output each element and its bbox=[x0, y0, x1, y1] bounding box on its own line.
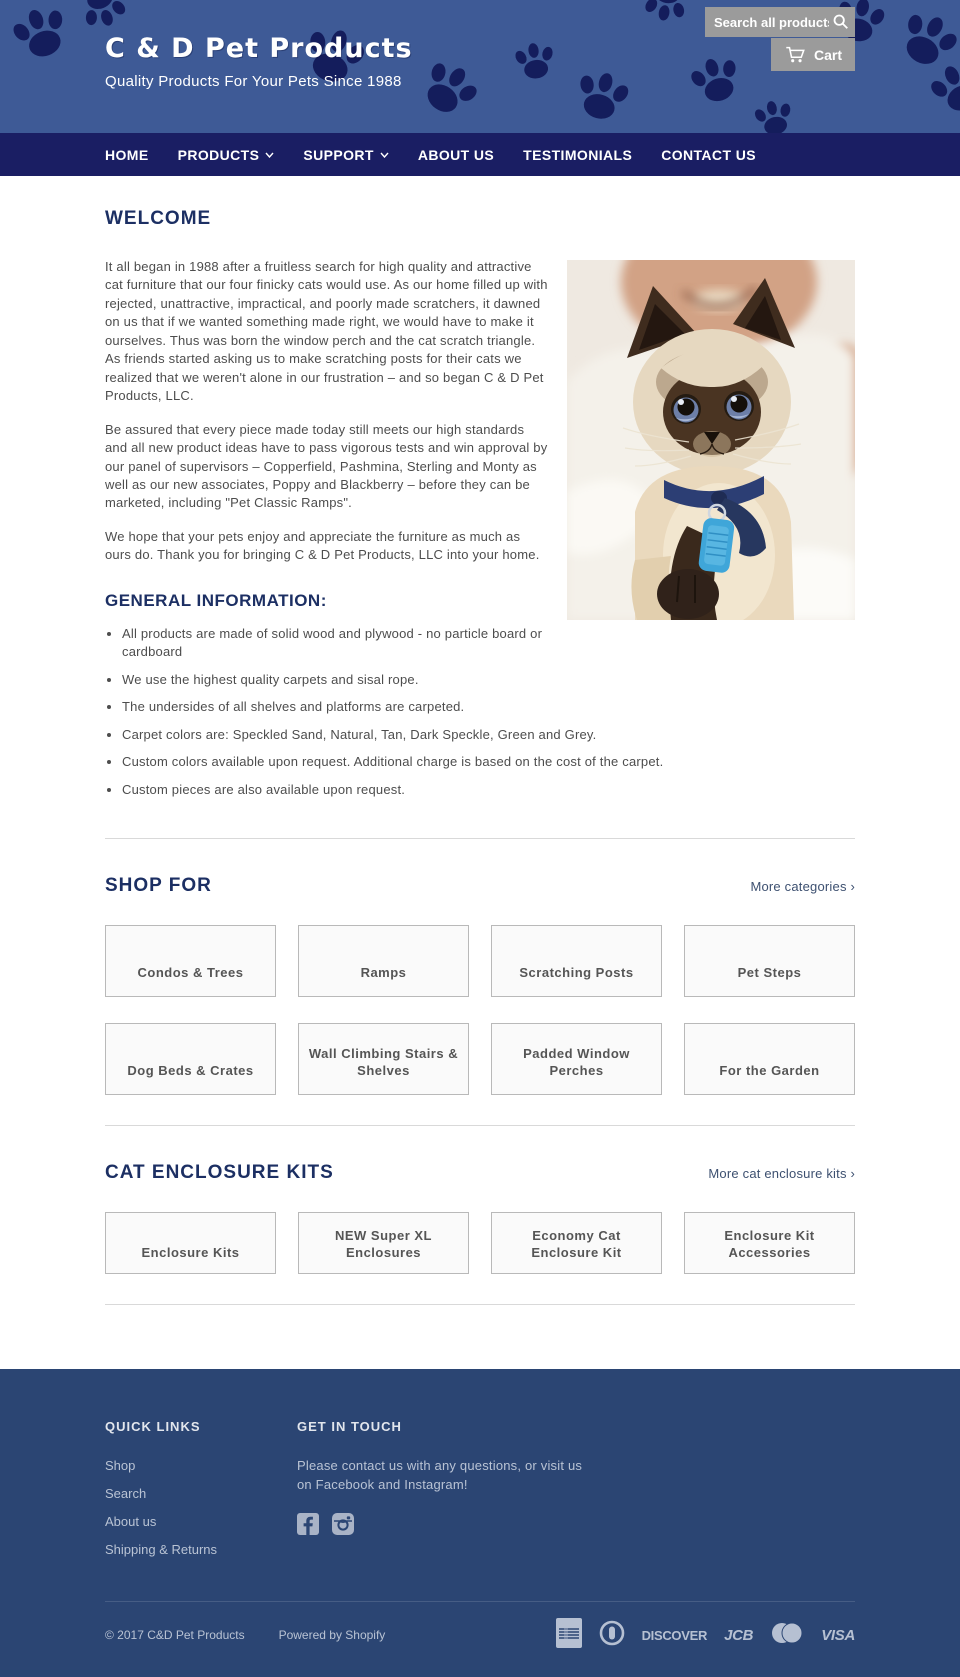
paw-print-icon bbox=[638, 0, 694, 30]
category-card-ramps[interactable]: Ramps bbox=[298, 925, 469, 997]
info-bullet: • All products are made of solid wood and plywood - no particle board or cardboard bbox=[122, 625, 855, 662]
nav-item-home[interactable] bbox=[105, 147, 149, 163]
category-card-super-xl-enclosures[interactable]: NEW Super XL Enclosures bbox=[298, 1212, 469, 1274]
paw-print-icon bbox=[406, 46, 492, 132]
category-card-for-the-garden[interactable]: For the Garden bbox=[684, 1023, 855, 1095]
paw-print-icon bbox=[1, 0, 80, 73]
site-logo[interactable] bbox=[105, 34, 413, 90]
site-footer bbox=[0, 1369, 960, 1677]
category-card-dog-beds-crates[interactable]: Dog Beds & Crates bbox=[105, 1023, 276, 1095]
general-info-list bbox=[105, 625, 855, 799]
footer-link-shipping-returns[interactable]: Shipping & Returns bbox=[105, 1542, 218, 1558]
category-card-window-perches[interactable]: Padded Window Perches bbox=[491, 1023, 662, 1095]
shop-for-title: SHOP FOR bbox=[105, 874, 212, 896]
general-info-title: GENERAL INFORMATION: bbox=[105, 590, 327, 610]
section-divider bbox=[105, 1125, 855, 1126]
quick-links-title: QUICK LINKS bbox=[105, 1418, 201, 1434]
jcb-icon: JCB bbox=[724, 1626, 754, 1644]
diners-club-icon bbox=[599, 1620, 625, 1651]
chevron-down-icon bbox=[380, 152, 389, 158]
nav-label: CONTACT US bbox=[661, 146, 756, 163]
nav-item-support[interactable] bbox=[303, 147, 388, 163]
nav-item-about-us[interactable] bbox=[418, 147, 494, 163]
get-in-touch-text: Please contact us with any questions, or visit us on Facebook and Instagram! bbox=[297, 1457, 583, 1493]
welcome-paragraph: It all began in 1988 after a fruitless search for high quality and attractive cat furniture that our four finicky cats would use. As our home filled up with rejected, unattractive, impractical, and poorly made scratchers, it dawned on us that if we wanted something made right, we would have to make it ourselves. Thus was born the window perch and the cat scratch triangle. As friends started asking us to make scratching posts for their cats we realized that we weren't alone in our frustration – and so began C & D Pet Products, LLC. bbox=[105, 259, 548, 404]
cart-label: Cart bbox=[813, 46, 842, 63]
cart-icon bbox=[784, 45, 806, 64]
page-title: WELCOME bbox=[105, 208, 212, 229]
category-card-enclosure-kits[interactable]: Enclosure Kits bbox=[105, 1212, 276, 1274]
category-card-enclosure-accessories[interactable]: Enclosure Kit Accessories bbox=[684, 1212, 855, 1274]
search-box bbox=[705, 7, 855, 37]
category-card-scratching-posts[interactable]: Scratching Posts bbox=[491, 925, 662, 997]
welcome-paragraph: We hope that your pets enjoy and appreciate the furniture as much as ours do. Thank you for bringing C & D Pet Products, LLC into your home. bbox=[105, 528, 540, 563]
paw-print-icon bbox=[509, 35, 561, 87]
footer-quick-links bbox=[105, 1419, 297, 1569]
search-icon[interactable] bbox=[832, 13, 850, 31]
payment-icons bbox=[556, 1618, 855, 1653]
nav-item-products[interactable] bbox=[178, 147, 275, 163]
section-divider bbox=[105, 1304, 855, 1305]
footer-link-search[interactable]: Search bbox=[105, 1486, 147, 1502]
nav-label: HOME bbox=[105, 146, 149, 163]
amex-icon bbox=[556, 1618, 582, 1653]
nav-label: SUPPORT bbox=[303, 146, 374, 163]
main-navigation bbox=[0, 133, 960, 176]
nav-label: ABOUT US bbox=[417, 146, 495, 163]
main-content bbox=[105, 176, 855, 1369]
info-bullet: • Custom pieces are also available upon request. bbox=[122, 781, 855, 799]
footer-link-shop[interactable]: Shop bbox=[105, 1457, 136, 1473]
chevron-down-icon bbox=[265, 152, 274, 158]
nav-item-testimonials[interactable] bbox=[523, 147, 632, 163]
discover-icon: DISCOVER bbox=[641, 1627, 708, 1643]
site-title: C & D Pet Products bbox=[105, 33, 413, 64]
section-divider bbox=[105, 838, 855, 839]
nav-item-contact-us[interactable] bbox=[661, 147, 756, 163]
cart-button[interactable] bbox=[771, 38, 855, 71]
info-bullet: • Carpet colors are: Speckled Sand, Natural, Tan, Dark Speckle, Green and Grey. bbox=[122, 726, 855, 744]
enclosure-kits-title: CAT ENCLOSURE KITS bbox=[105, 1161, 334, 1183]
footer-get-in-touch bbox=[297, 1419, 597, 1569]
site-header bbox=[0, 0, 960, 133]
hero-image bbox=[567, 260, 855, 620]
category-card-pet-steps[interactable]: Pet Steps bbox=[684, 925, 855, 997]
welcome-paragraph: Be assured that every piece made today still meets our high standards and all new product ideas have to pass vigorous tests and win approval by our panel of supervisors – Copperfield, Pashmina, Sterling and Monty as well as our new associates, Poppy and Blackberry – before they can be marketed, including "Pet Classic Ramps". bbox=[105, 421, 548, 511]
info-bullet: • Custom colors available upon request. Additional charge is based on the cost of the carpet. bbox=[122, 753, 855, 771]
instagram-icon[interactable] bbox=[332, 1513, 354, 1540]
more-enclosure-kits-link[interactable]: More cat enclosure kits › bbox=[708, 1165, 855, 1181]
shop-for-section bbox=[105, 875, 855, 1095]
info-bullet: • We use the highest quality carpets and sisal rope. bbox=[122, 671, 855, 689]
paw-print-icon bbox=[748, 92, 800, 133]
welcome-section bbox=[105, 208, 855, 808]
info-bullet: • The undersides of all shelves and platforms are carpeted. bbox=[122, 698, 855, 716]
visa-icon: VISA bbox=[821, 1626, 855, 1644]
cat-enclosure-kits-section bbox=[105, 1162, 855, 1274]
category-card-wall-climbing[interactable]: Wall Climbing Stairs & Shelves bbox=[298, 1023, 469, 1095]
powered-by-link[interactable]: Powered by Shopify bbox=[278, 1628, 386, 1643]
site-tagline: Quality Products For Your Pets Since 1988 bbox=[105, 72, 402, 90]
category-card-condos-trees[interactable]: Condos & Trees bbox=[105, 925, 276, 997]
more-categories-link[interactable]: More categories › bbox=[750, 878, 855, 894]
paw-print-icon bbox=[565, 59, 638, 132]
nav-label: PRODUCTS bbox=[177, 146, 260, 163]
category-card-economy-enclosure-kit[interactable]: Economy Cat Enclosure Kit bbox=[491, 1212, 662, 1274]
facebook-icon[interactable] bbox=[297, 1513, 319, 1540]
nav-label: TESTIMONIALS bbox=[523, 146, 633, 163]
footer-link-about-us[interactable]: About us bbox=[105, 1514, 157, 1530]
mastercard-icon bbox=[770, 1622, 804, 1649]
get-in-touch-title: GET IN TOUCH bbox=[297, 1418, 402, 1434]
copyright-text: © 2017 C&D Pet Products bbox=[105, 1628, 245, 1643]
